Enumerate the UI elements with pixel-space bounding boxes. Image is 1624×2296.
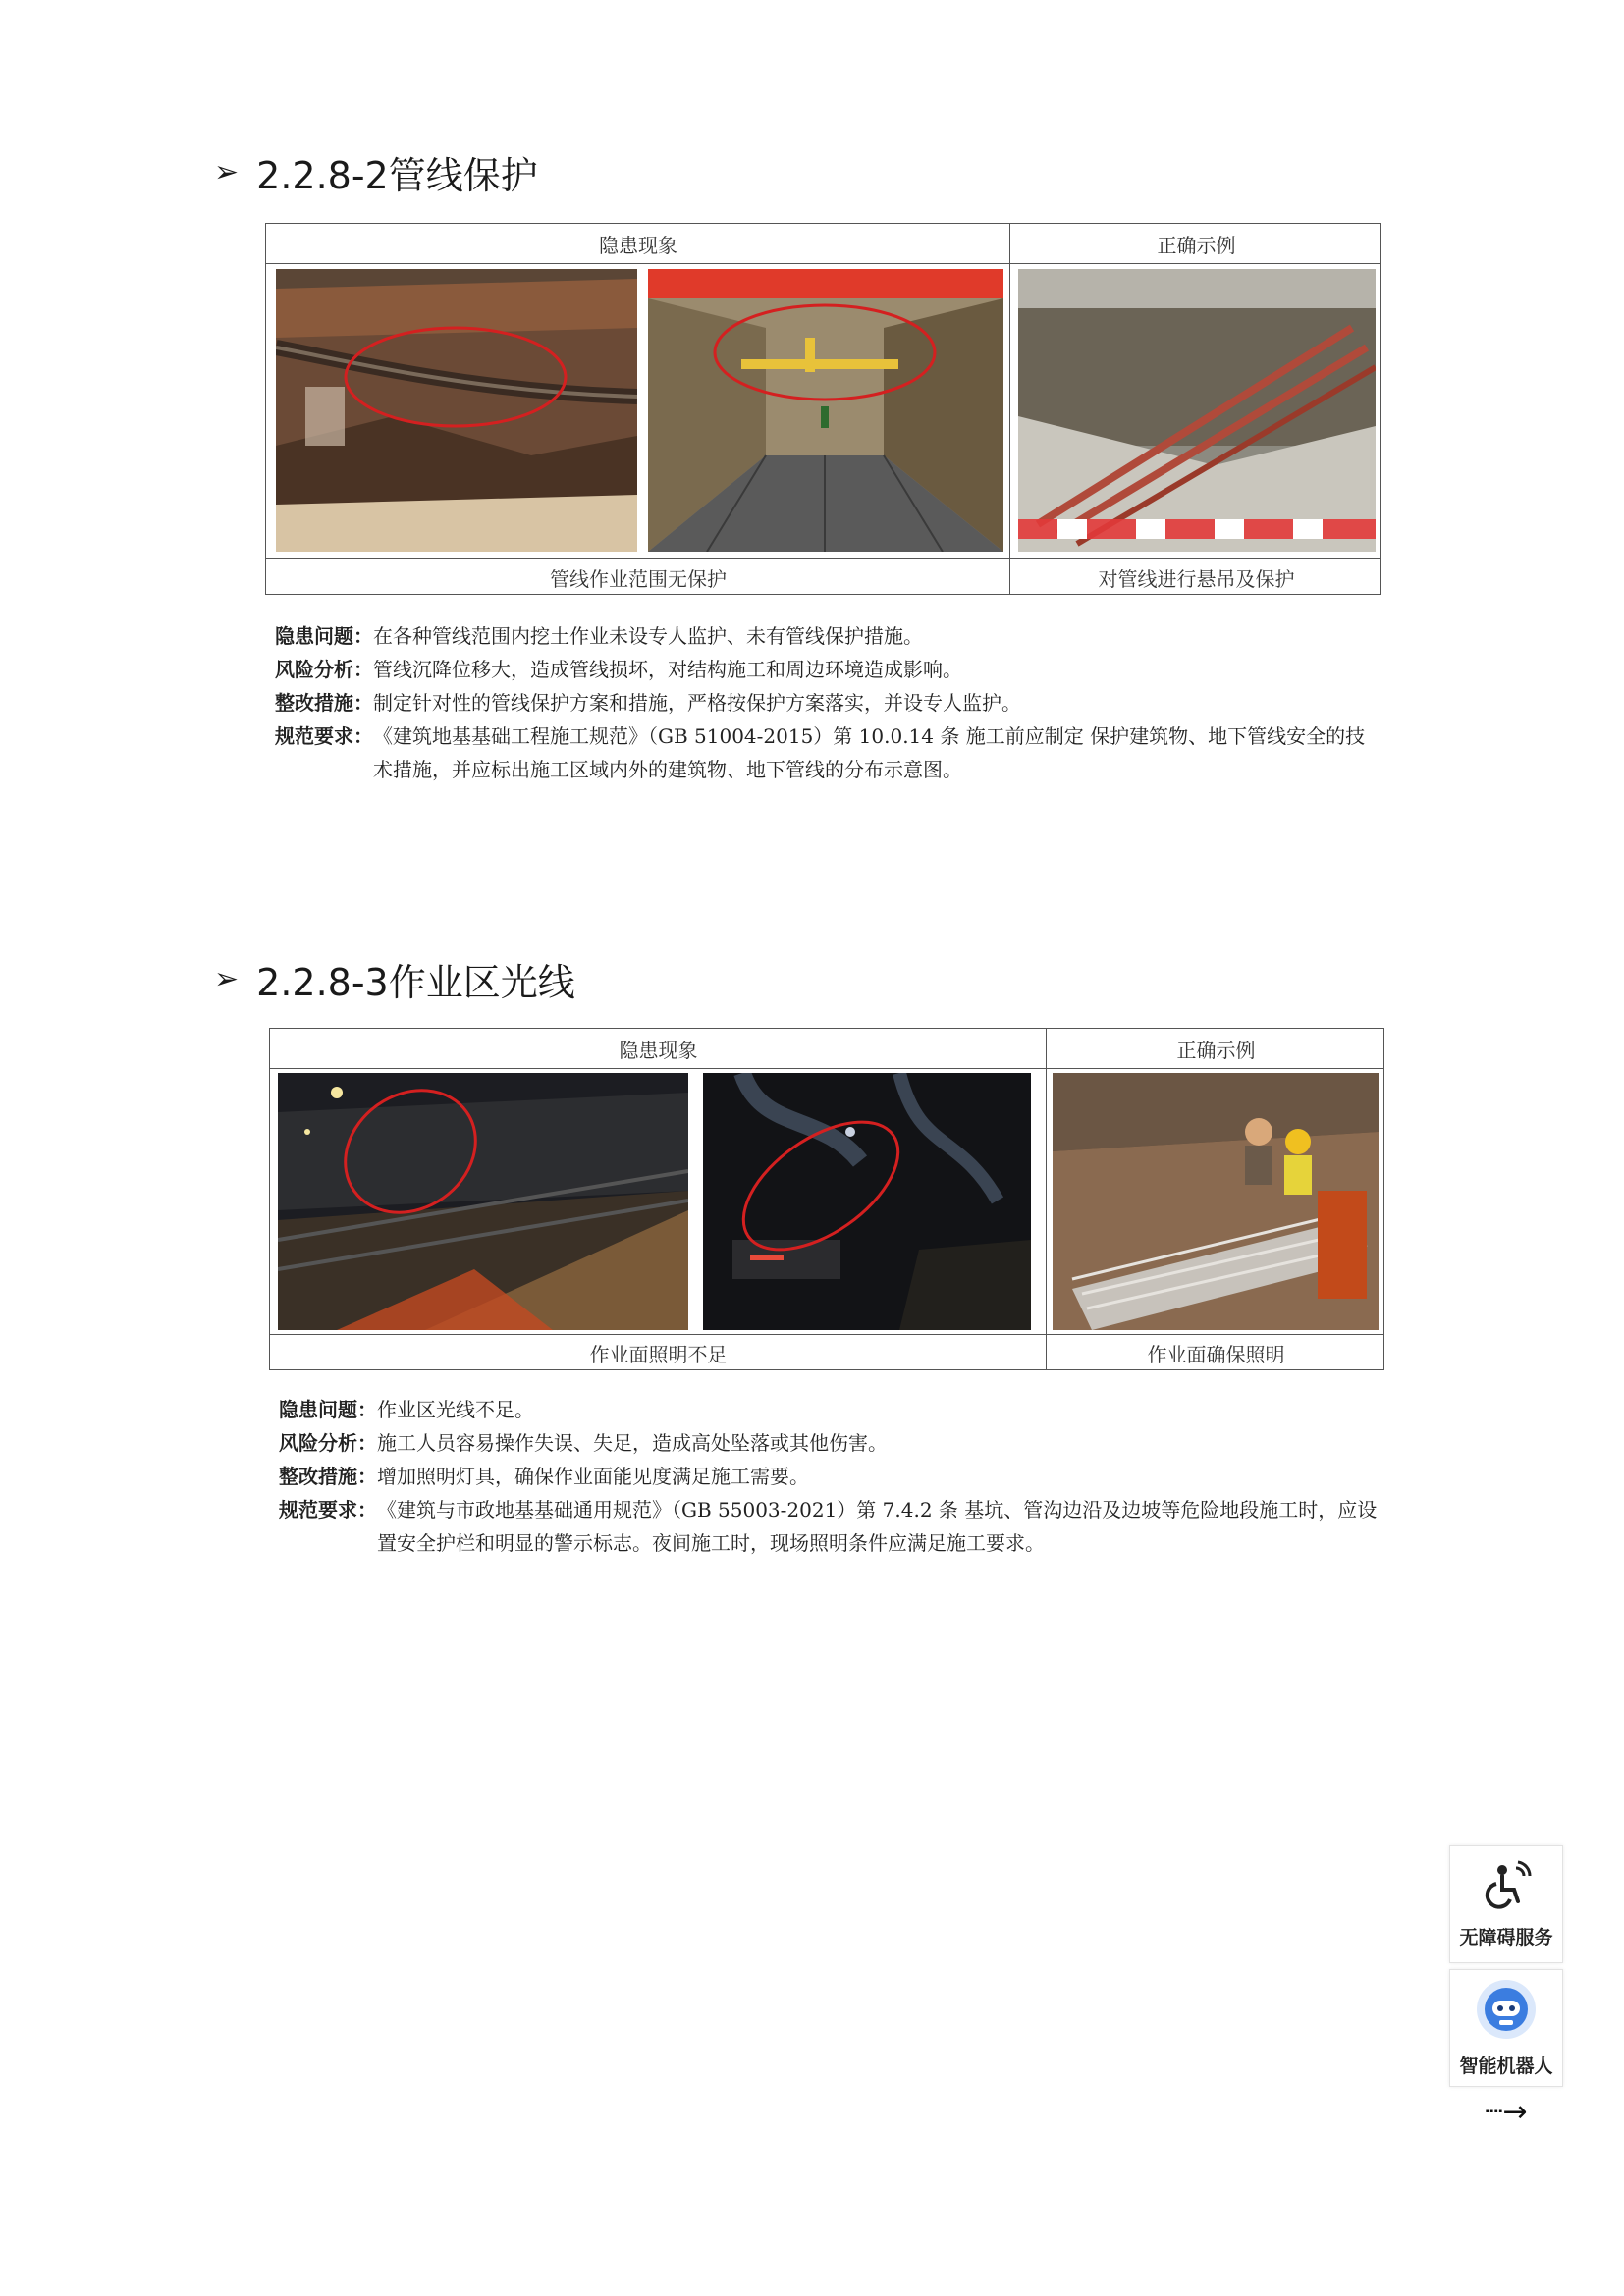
correct-header: 正确示例 [1157,233,1236,257]
detail-label: 整改措施： [275,691,373,715]
correct-photo-lit-workface [1053,1073,1379,1330]
detail-row [279,1493,1388,1560]
detail-row [275,720,1384,786]
hazard-photo-dark-machinery [703,1073,1031,1330]
details-pipeline [275,619,1384,786]
hazard-photo-pipe-excavation [276,269,637,552]
correct-caption: 作业面确保照明 [1147,1343,1285,1366]
detail-text: 增加照明灯具，确保作业面能见度满足施工需要。 [377,1465,809,1488]
arrow-bullet-icon: ➢ [214,962,240,996]
detail-row [279,1460,1388,1493]
arrow-bullet-icon: ➢ [214,155,240,189]
hazard-caption: 管线作业范围无保护 [550,566,727,591]
detail-text: 《建筑地基基础工程施工规范》（GB 51004-2015）第 10.0.14 条 施工前应制定 保护建筑物、地下管线安全的技术措施，并应标出施工区域内外的建筑物、地下管线的分布示意图。 [373,724,1366,781]
detail-row [279,1393,1388,1426]
detail-label: 规范要求： [279,1498,377,1522]
section-title-pipeline [214,145,538,199]
comparison-table-lighting [269,1028,1384,1370]
collapse-arrow-icon[interactable]: ┈→ [1485,2095,1528,2129]
detail-row [275,619,1384,653]
hazard-photo-night-excavation [278,1073,688,1330]
details-lighting [279,1393,1388,1560]
detail-label: 整改措施： [279,1465,377,1488]
hazard-photo-trench [648,269,1003,552]
detail-text: 《建筑与市政地基基础通用规范》（GB 55003-2021）第 7.4.2 条 基坑、管沟边沿及边坡等危险地段施工时，应设置安全护栏和明显的警示标志。夜间施工时，现场照明条件应满足施工要求。 [377,1498,1378,1555]
accessibility-service-button[interactable] [1449,1845,1563,1963]
hazard-header: 隐患现象 [619,1038,698,1062]
detail-text: 制定针对性的管线保护方案和措施，严格按保护方案落实，并设专人监护。 [373,691,1021,715]
section-title-text: 2.2.8-3作业区光线 [256,961,575,1004]
correct-photo-suspended-pipes [1018,269,1376,552]
detail-label: 风险分析： [279,1431,377,1455]
accessibility-icon [1481,1860,1532,1915]
hazard-header: 隐患现象 [599,233,677,257]
detail-text: 作业区光线不足。 [377,1398,534,1421]
detail-label: 规范要求： [275,724,373,748]
detail-label: 风险分析： [275,658,373,681]
detail-text: 施工人员容易操作失误、失足，造成高处坠落或其他伤害。 [377,1431,888,1455]
robot-icon [1476,1979,1537,2044]
accessibility-label: 无障碍服务 [1459,1926,1553,1949]
robot-label: 智能机器人 [1459,2055,1553,2077]
comparison-table-pipeline [265,223,1381,595]
detail-text: 管线沉降位移大，造成管线损坏，对结构施工和周边环境造成影响。 [373,658,962,681]
detail-row [275,686,1384,720]
hazard-caption: 作业面照明不足 [589,1343,728,1366]
section-title-text: 2.2.8-2管线保护 [256,154,538,197]
correct-header: 正确示例 [1176,1038,1256,1062]
smart-robot-button[interactable] [1449,1969,1563,2087]
detail-row [275,653,1384,686]
floating-service-panel [1449,1845,1563,2129]
section-title-lighting [214,952,575,1006]
detail-label: 隐患问题： [275,624,373,648]
detail-text: 在各种管线范围内挖土作业未设专人监护、未有管线保护措施。 [373,624,923,648]
detail-row [279,1426,1388,1460]
detail-label: 隐患问题： [279,1398,377,1421]
correct-caption: 对管线进行悬吊及保护 [1098,566,1295,591]
